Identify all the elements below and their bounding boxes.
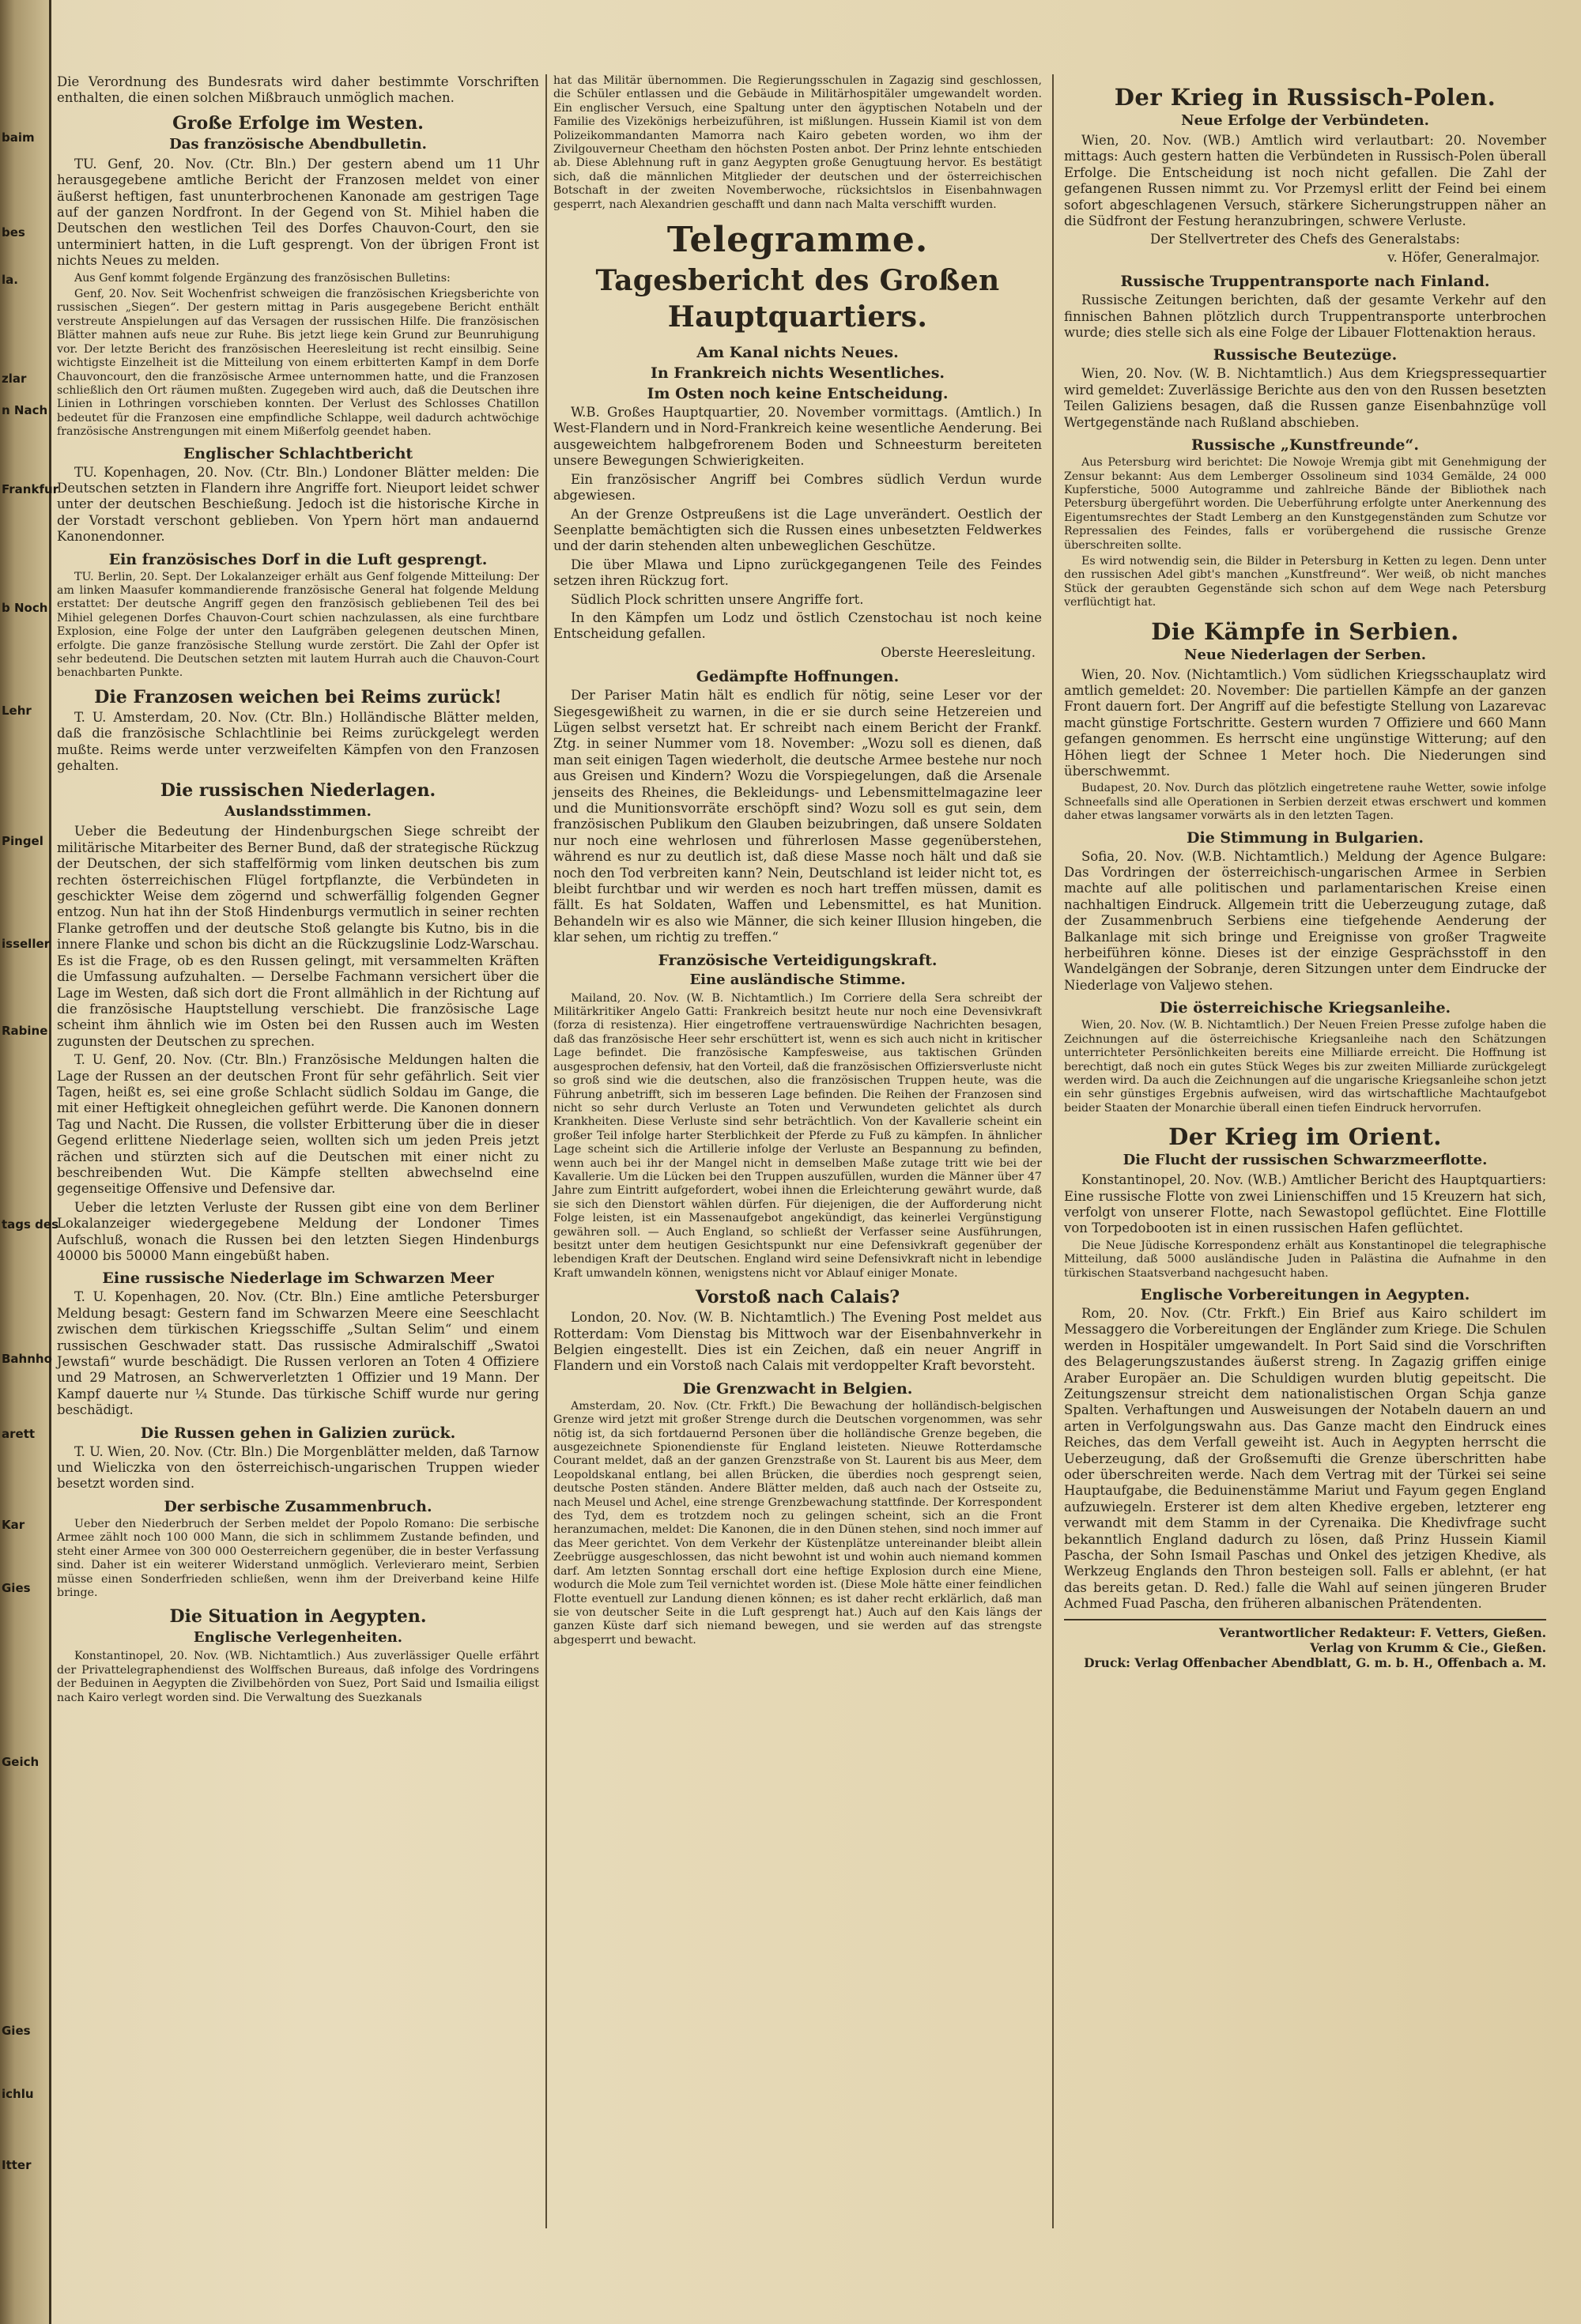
column-1	[57, 74, 539, 2256]
headline: Vorstoß nach Calais?	[695, 1287, 900, 1308]
article-paragraph: London, 20. Nov. (W. B. Nichtamtlich.) The Evening Post meldet aus Rotterdam: Vom Dienstag bis Mittwoch war der Eisenbahnverkehr in Belgien eingestellt. Dies ist ein Zeichen, daß ein neuer Angriff in Flandern und ein Vorstoß nach Calais mit verdoppelter Kraft bevorsteht.	[553, 1310, 1042, 1374]
signature: v. Höfer, Generalmajor.	[1387, 249, 1540, 265]
edge-fragment: Lehr	[2, 704, 32, 718]
subheadline: Das französische Abendbulletin.	[169, 135, 427, 153]
column-2	[553, 74, 1042, 2256]
subheadline: Englische Verlegenheiten.	[193, 1629, 403, 1647]
article-paragraph: Amsterdam, 20. Nov. (Ctr. Frkft.) Die Bewachung der holländisch-belgischen Grenze wird jetzt mit großer Strenge durch die Deutschen vorgenommen, was sehr nötig ist, da sich fortdauernd Personen über die holländische Grenze begeben, die ausgezeichnete Spionendienste für England leisteten. Nieuwe Rotterdamsche Courant meldet, daß an der ganzen Grenzstraße von St. Laurent bis aus Meer, dem Leopoldskanal entlang, bei allen Brücken, die überdies noch gesprengt seien, deutsche Posten ständen. Andere Blätter melden, daß auch nach der Ostseite zu, nach Meusel und Achel, eine strenge Grenzbewachung stattfinde. Der Korrespondent des Tyd, dem es trotzdem noch zu gelingen scheint, sich an die Front heranzumachen, meldet: Die Kanonen, die in den Dünen stehen, sind noch immer auf das Meer gerichtet. Von dem Verkehr der Küstenplätze untereinander bleibt allein Zeebrügge ausgeschlossen, das nicht bewohnt ist und wohin auch niemand kommen darf. Am letzten Sonntag erschall dort eine heftige Explosion durch eine Miene, wodurch die Mole zum Teil vernichtet worden ist. (Diese Mole hätte einer feindlichen Flotte eventuell zur Landung dienen können; es ist daher recht erklärlich, daß man sie von deutscher Seite in die Luft gesprengt hat.) Auch auf den Kais längs der ganzen Küste darf sich niemand bewegen, und sie werden auf das strengste abgesperrt und bewacht.	[553, 1399, 1042, 1647]
column-rule	[545, 74, 547, 2228]
headline: Die russischen Niederlagen.	[160, 780, 436, 802]
article-paragraph: Wien, 20. Nov. (W. B. Nichtamtlich.) Aus dem Kriegspressequartier wird gemeldet: Zuverlässige Berichte aus den von den Russen besetzten Teilen Galiziens besagen, daß die Russen ganze Eisenbahnzüge voll Wertgegenstände nach Rußland abschieben.	[1064, 366, 1546, 430]
edge-fragment: isseller	[2, 937, 51, 951]
headline: Englischer Schlachtbericht	[183, 444, 413, 462]
subheadline: Neue Erfolge der Verbündeten.	[1181, 112, 1429, 129]
article-paragraph: Ueber die Bedeutung der Hindenburgschen Siege schreibt der militärische Mitarbeiter des Berner Bund, daß der strategische Rückzug der Deutschen, der sich staffelförmig vom linken deutschen bis zum rechten österreichischen Flügel fortpflanzte, die Verbündeten in geschickter Weise dem zögernd und schwerfällig folgenden Gegner entzog. Nun hat ihn der Stoß Hindenburgs vermutlich in seiner rechten Flanke getroffen und der deutsche Stoß gelangte bis Kutno, bis in die innere Flanke und schon bis dicht an die Rückzugslinie Lodz-Warschau. Es ist die Frage, ob es den Russen gelingt, mit versammelten Kräften die Umfassung aufzuhalten. — Derselbe Fachmann versichert über die Lage im Westen, daß sich dort die Front allmählich in der Richtung auf die französische Hauptstellung verschiebt. Die französische Lage scheint ihm ähnlich wie im Osten bei den Russen auch im Westen zugunsten der Deutschen zu sprechen.	[57, 824, 539, 1049]
edge-fragment: zlar	[2, 372, 27, 386]
headline: Die Stimmung in Bulgarien.	[1187, 828, 1424, 847]
headline: Russische Truppentransporte nach Finland.	[1120, 273, 1490, 291]
headline: Ein französisches Dorf in die Luft gesprengt.	[108, 550, 488, 568]
article-paragraph: TU. Genf, 20. Nov. (Ctr. Bln.) Der gestern abend um 11 Uhr herausgegebene amtliche Bericht der Franzosen meldet von einer äußerst heftigen, fast ununterbrochenen Kanonade am gestrigen Tage auf der ganzen Nordfront. In der Gegend von St. Mihiel haben die Deutschen den westlichen Teil des Dorfes Chauvon-Court, den sie unterminiert hatten, in die Luft gesprengt. Von der übrigen Front ist nichts Neues zu melden.	[57, 156, 539, 269]
article-paragraph: An der Grenze Ostpreußens ist die Lage unverändert. Oestlich der Seenplatte bemächtigten sich die Russen eines unbesetzten Feldwerkes und der darin stehenden alten unbeweglichen Geschütze.	[553, 506, 1042, 554]
article-paragraph: Konstantinopel, 20. Nov. (WB. Nichtamtlich.) Aus zuverlässiger Quelle erfährt der Privattelegraphendienst des Wolffschen Bureaus, daß infolge des Vordringens der Beduinen in Aegypten die Zivilbehörden von Suez, Port Said und Ismailia eiligst nach Kairo verlegt worden sind. Die Verwaltung des Suezkanals	[57, 1650, 539, 1704]
edge-fragment: Kar	[2, 1518, 25, 1532]
edge-fragment: tags des	[2, 1217, 59, 1232]
headline: Der Krieg im Orient.	[1168, 1123, 1442, 1151]
edge-fragment: la.	[2, 273, 18, 287]
edge-fragment: n Nach	[2, 403, 48, 417]
article-paragraph: Konstantinopel, 20. Nov. (W.B.) Amtlicher Bericht des Hauptquartiers: Eine russische Flotte von zwei Linienschiffen und 15 Kreuzern hat sich, verfolgt von unserer Flotte, nach Sewastopol geflüchtet. Eine Flottille von Torpedobooten ist in einen russischen Hafen geflüchtet.	[1064, 1172, 1546, 1236]
article-paragraph: TU. Kopenhagen, 20. Nov. (Ctr. Bln.) Londoner Blätter melden: Die Deutschen setzten in Flandern ihre Angriffe fort. Nieuport leidet schwer unter der deutschen Beschießung. Jedoch ist die historische Kirche in der Vorstadt verschont geblieben. Von Ypern hört man andauernd Kanonendonner.	[57, 464, 539, 545]
headline: Russische Beutezüge.	[1213, 346, 1398, 364]
column-3	[1064, 74, 1546, 2256]
headline: Die österreichische Kriegsanleihe.	[1159, 999, 1451, 1017]
headline: Die Franzosen weichen bei Reims zurück!	[94, 686, 502, 707]
edge-fragment: baim	[2, 130, 35, 145]
article-paragraph: T. U. Genf, 20. Nov. (Ctr. Bln.) Französische Meldungen halten die Lage der Russen an der deutschen Front für sehr gefährlich. Seit vier Tagen, heißt es, sei eine große Schlacht südlich Soldau im Gange, die mit einer Heftigkeit ohnegleichen geführt werde. Die Kanonen donnern Tag und Nacht. Die Russen, die vollster Erbitterung über die in dieser Gegend erlittene Niederlage seien, wollten sich um jeden Preis jetzt rächen und stürzten sich auf die Deutschen mit einer nicht zu beschreibenden Wut. Die Kämpfe stellten abwechselnd eine gegenseitige Offensive und Defensive dar.	[57, 1052, 539, 1197]
subheadline: Die Flucht der russischen Schwarzmeerflotte.	[1123, 1152, 1488, 1169]
headline: Französische Verteidigungskraft.	[658, 951, 938, 969]
signature: Der Stellvertreter des Chefs des Generalstabs:	[1150, 232, 1460, 247]
edge-fragment: arett	[2, 1427, 36, 1441]
article-paragraph: hat das Militär übernommen. Die Regierungsschulen in Zagazig sind geschlossen, die Schüler entlassen und die Gebäude in Militärhospitäler umgewandelt worden. Ein englischer Versuch, eine Spaltung unter den ägyptischen Notabeln und der Familie des Vizekönigs herbeizuführen, ist mißlungen. Hussein Kiamil ist von dem Polizeikommandanten Mamorra nach Kairo gebeten worden, wo ihm der Zivilgouverneur Cheetham den höchsten Posten anbot. Der Prinz lehnte entschieden ab. Diese Ablehnung ruft in ganz Aegypten große Genugtuung hervor. Es bestätigt sich, daß die männlichen Mitglieder der deutschen und der österreichischen Botschaft in der zweiten Novemberwoche, rücksichtslos in Eisenbahnwagen gesperrt, nach Alexandrien geschafft und dann nach Malta verschifft wurden.	[553, 74, 1042, 211]
imprint-publisher: Verlag von Krumm & Cie., Gießen.	[1310, 1639, 1546, 1655]
main-headline: Tagesbericht des Großen Hauptquartiers.	[595, 264, 1000, 334]
headline: Große Erfolge im Westen.	[172, 112, 424, 134]
article-paragraph: Mailand, 20. Nov. (W. B. Nichtamtlich.) Im Corriere della Sera schreibt der Militärkritiker Angelo Gatti: Frankreich besitzt heute nur noch eine Devensivkraft (forza di resistenza). Hier eingetroffene vertrauenswürdige Nachrichten besagen, daß das französische Heer sehr erschüttert ist, wenn es sich auch nicht in kritischer Lage befindet. Die französische Kampfesweise, aus taktischen Gründen ausgesprochen defensiv, hat den Vorteil, daß die französischen Offiziersverluste nicht so groß sind wie die deutschen, also die französischen Truppen heute, was die Führung anbetrifft, sich im besseren Lage befinden. Die Reihen der Franzosen sind nicht so sehr durch Verluste an Toten und Verwundeten gelichtet als durch Krankheiten. Diese Verluste sind sehr beträchtlich. Von der Kavallerie scheint ein großer Teil infolge harter Sterblichkeit der Pferde zu Fuß zu kämpfen. In ähnlicher Lage scheint sich die Artillerie infolge der Verluste an Bespannung zu befinden, wenn auch bei ihr der Mangel nicht in demselben Maße zutage tritt wie bei der Kavallerie. Um die Lücken bei den Truppen auszufüllen, wurden die Männer über 47 Jahre zum Eintritt aufgefordert, wobei ihnen die Erleichterung gewährt wurde, daß sie sich den Dienstort wählen dürfen. Für diejenigen, die der Aufforderung nicht Folge leisten, ist ein Massenaufgebot angekündigt, das keinerlei Vergünstigung gewähren soll. — Auch England, so schließt der Verfasser seine Ausführungen, besitzt unter dem heutigen Gesichtspunkt nur eine Defensivkraft gegenüber der lebendigen Kraft der Deutschen. England wird seine Defensivkraft nicht in lebendige Kraft umwandeln können, wenigstens nicht vor Ablauf einiger Monate.	[553, 991, 1042, 1280]
headline: Englische Vorbereitungen in Aegypten.	[1140, 1285, 1470, 1303]
edge-fragment: Gies	[2, 1581, 31, 1595]
article-paragraph: TU. Berlin, 20. Sept. Der Lokalanzeiger erhält aus Genf folgende Mitteilung: Der am linken Maasufer kommandierende französische General hat folgende Meldung erstattet: Der deutsche Angriff gegen den französisch gebliebenen Teil des bei Mihiel gelegenen Dorfes Chauvon-Court schien nachzulassen, als eine furchtbare Explosion, eine Folge der unter den Laufgräben gelegenen deutschen Minen, erfolgte. Die ganze französische Stellung wurde zerstört. Die Zahl der Opfer ist sehr bedeutend. Die Deutschen setzten mit lautem Hurrah auch die Chauvon-Court benachbarten Punkte.	[57, 570, 539, 680]
article-paragraph: Budapest, 20. Nov. Durch das plötzlich eingetretene rauhe Wetter, sowie infolge Schneefalls sind alle Operationen in Serbien derzeit etwas erschwert und kommen daher etwas langsamer vorwärts als in den letzten Tagen.	[1064, 782, 1546, 823]
article-paragraph: Sofia, 20. Nov. (W.B. Nichtamtlich.) Meldung der Agence Bulgare: Das Vordringen der österreichisch-ungarischen Armee in Serbien machte auf alle politischen und parlamentarischen Kreise einen nachhaltigen Eindruck. Allgemein tritt die Ueberzeugung zutage, daß der Zusammenbruch Serbiens eine tiefgehende Aenderung der Balkanlage mit sich bringe und Ereignisse von großer Tragweite herbeiführen könne. Dieses ist der einzige Gesprächsstoff in den Wandelgängen der Sobranje, deren Sitzungen unter dem Eindrucke der Niederlage von Valjewo stehen.	[1064, 848, 1546, 993]
edge-fragment: Geich	[2, 1755, 40, 1769]
article-paragraph: Wien, 20. Nov. (W. B. Nichtamtlich.) Der Neuen Freien Presse zufolge haben die Zeichnungen auf die österreichische Kriegsanleihe nach den Schätzungen unterrichteter Persönlichkeiten bereits eine Milliarde erreicht. Die Hoffnung ist berechtigt, daß noch ein gutes Stück Weges bis zur zweiten Milliarde zurückgelegt werden wird. Da auch die Zeichnungen auf die ungarische Kriegsanleihe schon jetzt ein sehr günstiges Ergebnis aufweisen, wird das wirtschaftliche Machtaufgebot beider Staaten der Monarchie überall einen tiefen Eindruck hervorrufen.	[1064, 1019, 1546, 1115]
article-paragraph: Rom, 20. Nov. (Ctr. Frkft.) Ein Brief aus Kairo schildert im Messaggero die Vorbereitungen der Engländer zum Kriege. Die Schulen werden in Hospitäler umgewandelt. In Port Said sind die Vorschriften des Belagerungszustandes äußerst streng. In Zagazig griffen einige Araber Europäer an. Die Schuldigen wurden blutig gepeitscht. Die Zeitungszensur streicht dem nationalistischen Organ Schja ganze Spalten. Verhaftungen und Ausweisungen der Notabeln dauern an und arten in Verfolgungswahn aus. Das Ganze macht den Eindruck eines Reiches, das dem Verfall geweiht ist. Auch in Aegypten herrscht die Ueberzeugung, daß der Großsemufti die Grenze überschritten habe oder überschreiten werde. Nach dem Vertrag mit der Türkei sei seine Hauptaufgabe, die Beduinenstämme Mariut und Fayum gegen England aufzuwiegeln. Ersterer ist dem alten Khedive ergeben, letzterer eng verwandt mit dem Stamm in der Cyrenaika. Die Khedivfrage sucht bekanntlich England dadurch zu lösen, daß Prinz Hussein Kiamil Pascha, der Sohn Ismail Paschas und Onkel des jetzigen Khedive, als Werkzeug Englands den Thron besteigen soll. Falls er ablehnt, (er hat das bereits getan. D. Red.) falle die Wahl auf seinen jüngeren Bruder Achmed Fuad Pascha, den früheren albanischen Prätendenten.	[1064, 1305, 1546, 1612]
headline: Die Situation in Aegypten.	[169, 1606, 427, 1628]
article-paragraph: T. U. Wien, 20. Nov. (Ctr. Bln.) Die Morgenblätter melden, daß Tarnow und Wieliczka von den österreichisch-ungarischen Truppen wieder besetzt worden sind.	[57, 1443, 539, 1492]
imprint	[1064, 1619, 1546, 1670]
edge-fragment: Rabine	[2, 1024, 48, 1038]
article-paragraph: Ueber die letzten Verluste der Russen gibt eine von dem Berliner Lokalanzeiger wiedergegebene Meldung der Londoner Times Aufschluß, wonach die Russen bei den letzten Siegen Hindenburgs 40000 bis 50000 Mann eingebüßt haben.	[57, 1199, 539, 1263]
edge-fragment: Bahnho	[2, 1352, 52, 1366]
headline: Die Russen gehen in Galizien zurück.	[140, 1424, 456, 1442]
headline: Russische „Kunstfreunde“.	[1191, 436, 1419, 455]
article-paragraph: Ueber den Niederbruch der Serben meldet der Popolo Romano: Die serbische Armee zählt noch 100 000 Mann, die sich in schlimmem Zustande befinden, und steht einer Armee von 300 000 Oesterreichern gegenüber, die in bester Verfassung sind. Daher ist ein weiterer Widerstand unmöglich. Verlevieraro meint, Serbien müsse einen Sonderfrieden schließen, wenn ihm der Dreiverband keine Hilfe bringe.	[57, 1517, 539, 1599]
headline: Die Kämpfe in Serbien.	[1151, 617, 1459, 645]
edge-fragment: b Noch	[2, 601, 48, 615]
imprint-printer: Druck: Verlag Offenbacher Abendblatt, G. m. b. H., Offenbach a. M.	[1084, 1654, 1546, 1670]
article-paragraph: Die Verordnung des Bundesrats wird daher bestimmte Vorschriften enthalten, die einen solchen Mißbrauch unmöglich machen.	[57, 74, 539, 106]
subheadline: In Frankreich nichts Wesentliches.	[650, 364, 945, 383]
article-paragraph: Die Neue Jüdische Korrespondenz erhält aus Konstantinopel die telegraphische Mitteilung, daß 5000 ausländische Juden in Palästina die Aufnahme in den türkischen Staatsverband nachgesucht haben.	[1064, 1239, 1546, 1280]
article-paragraph: T. U. Kopenhagen, 20. Nov. (Ctr. Bln.) Eine amtliche Petersburger Meldung besagt: Gestern fand im Schwarzen Meere eine Seeschlacht zwischen dem türkischen Kriegsschiffe „Sultan Selim“ und einem russischen Geschwader statt. Das russische Admiralschiff „Swatoi Jewstafi“ wurde beschädigt. Die Russen verloren an Toten 4 Offiziere und 29 Matrosen, an Schwerverletzten 1 Offizier und 19 Mann. Der Kampf dauerte nur ¼ Stunde. Das türkische Schiff wurde nur gering beschädigt.	[57, 1289, 539, 1418]
signature: Oberste Heeresleitung.	[881, 644, 1036, 660]
article-paragraph: Aus Petersburg wird berichtet: Die Nowoje Wremja gibt mit Genehmigung der Zensur bekannt: Aus dem Lemberger Ossolineum sind 1034 Gemälde, 24 000 Kupferstiche, 5000 Autogramme und zahlreiche Bände der Bibliothek nach Petersburg übergeführt worden. Die Ueberführung erfolgte unter Anerkennung des Eigentumsrechtes der Stadt Lemberg an den Kunstgegenständen zum Schutze vor Repressalien des Feindes, falls er vorübergehend die russische Grenze überschreiten sollte.	[1064, 456, 1546, 552]
article-paragraph: Genf, 20. Nov. Seit Wochenfrist schweigen die französischen Kriegsberichte von russischen „Siegen“. Der gestern mittag in Paris ausgegebene Bericht enthält verstreute Anspielungen auf das Versagen der russischen Hilfe. Die französischen Blätter mahnen aufs neue zur Ruhe. Bis jetzt liege kein Grund zur Beunruhigung vor. Der letzte Bericht des französischen Heeresleitung ist recht einsilbig. Seine wichtigste Einzelheit ist die Mitteilung von einem erbitterten Kampf in dem Dorfe Chauvoncourt, den die französische Armee unternommen hatte, und die Franzosen schließlich den Ort räumen mußten. Zugegeben wird auch, daß die Deutschen ihre Linien in Lothringen vorschieben konnten. Der Verlust des Schlosses Chatillon bedeutet für die Franzosen eine empfindliche Schlappe, weil dadurch achtwöchige französische Anstrengungen mit einem Mißerfolg geendet haben.	[57, 288, 539, 439]
edge-fragment: Itter	[2, 2158, 32, 2172]
edge-fragment: ichlu	[2, 2087, 34, 2101]
subheadline: Neue Niederlagen der Serben.	[1184, 646, 1426, 663]
article-paragraph: Ein französischer Angriff bei Combres südlich Verdun wurde abgewiesen.	[553, 471, 1042, 504]
subheadline: Im Osten noch keine Entscheidung.	[647, 385, 949, 403]
section-title: Telegramme.	[666, 220, 929, 261]
headline: Der Krieg in Russisch-Polen.	[1114, 84, 1496, 111]
headline: Gedämpfte Hoffnungen.	[696, 668, 900, 686]
headline: Eine russische Niederlage im Schwarzen Meer	[102, 1270, 494, 1288]
column-rule	[1052, 74, 1054, 2228]
article-paragraph: Wien, 20. Nov. (WB.) Amtlich wird verlautbart: 20. November mittags: Auch gestern hatten die Verbündeten in Russisch-Polen überall Erfolge. Die Entscheidung ist noch nicht gefallen. Die Zahl der gefangenen Russen nimmt zu. Vor Przemysl erlitt der Feind bei einem sofort abgeschlagenen Versuch, stärkere Sicherungstruppen näher an die Südfront der Festung heranzubringen, schwere Verluste.	[1064, 133, 1546, 229]
adjacent-page-edge	[0, 0, 59, 2324]
headline: Der serbische Zusammenbruch.	[164, 1497, 432, 1515]
article-paragraph: Die über Mlawa und Lipno zurückgegangenen Teile des Feindes setzen ihren Rückzug fort.	[553, 556, 1042, 589]
edge-fragment: Pingel	[2, 834, 43, 848]
subheadline: Auslandsstimmen.	[225, 803, 372, 821]
article-paragraph: W.B. Großes Hauptquartier, 20. November vormittags. (Amtlich.) In West-Flandern und in Nord-Frankreich keine wesentliche Aenderung. Bei ausgeweichtem halbgefrorenem Boden und Schneesturm bereiteten unsere Bewegungen Schwierigkeiten.	[553, 405, 1042, 469]
article-paragraph: T. U. Amsterdam, 20. Nov. (Ctr. Bln.) Holländische Blätter melden, daß die französische Schlachtlinie bei Reims zurückgelegt werden mußte. Reims werde unter verzweifelten Kämpfen von den Franzosen gehalten.	[57, 709, 539, 774]
subheadline: Am Kanal nichts Neues.	[696, 344, 899, 362]
edge-fragment: Gies	[2, 2024, 31, 2038]
edge-fragment: bes	[2, 225, 25, 240]
article-paragraph: Wien, 20. Nov. (Nichtamtlich.) Vom südlichen Kriegsschauplatz wird amtlich gemeldet: 20. November: Die partiellen Kämpfe an der ganzen Front dauern fort. Der Angriff auf die befestigte Stellung von Lazarevac macht günstige Fortschritte. Gestern wurden 7 Offiziere und 660 Mann gefangen genommen. Es herrscht eine ungünstige Witterung; auf den Höhen liegt der Schnee 1 Meter hoch. Die Niederungen sind überschwemmt.	[1064, 666, 1546, 779]
subheadline: Eine ausländische Stimme.	[689, 971, 906, 988]
article-paragraph: Russische Zeitungen berichten, daß der gesamte Verkehr auf den finnischen Bahnen plötzlich durch Truppentransporte unterbrochen wurde; dies stelle sich als eine Folge der Libauer Flottenaktion heraus.	[1064, 292, 1546, 341]
article-paragraph: Aus Genf kommt folgende Ergänzung des französischen Bulletins:	[74, 271, 451, 285]
article-paragraph: Der Pariser Matin hält es endlich für nötig, seine Leser vor der Siegesgewißheit zu warnen, in die er sie durch seine Hetzereien und Lügen selbst versetzt hat. Er schreibt nach einem Bericht der Frankf. Ztg. in seiner Nummer vom 18. November: „Wozu soll es dienen, daß man seit einigen Tagen wiederholt, die deutsche Armee bestehe nur noch aus Greisen und Kindern? Wozu die Vorspiegelungen, daß die Arsenale jenseits des Rheines, die Bekleidungs- und Lebensmittelmagazine leer und die Munitionsvorräte erschöpft sind? Wozu soll es gut sein, dem französischen Publikum den Glauben beizubringen, daß unsere Soldaten nur noch eine wehrlosen und führerlosen Masse gegenüberstehen, während es nur zu deutlich ist, daß diese Masse noch hält und daß sie noch den Tod verbreiten kann? Nein, Deutschland ist leider nicht tot, es bleibt furchtbar und wir werden es noch hart treffen müssen, damit es fällt. Es hat Soldaten, Waffen und Lebensmittel, es hat Munition. Behandeln wir es also wie Männer, die sich keiner Illusion hingeben, die klar sehen, um richtig zu treffen.“	[553, 688, 1042, 945]
imprint-editor: Verantwortlicher Redakteur: F. Vetters, Gießen.	[1219, 1624, 1546, 1640]
article-paragraph: Südlich Plock schritten unsere Angriffe fort.	[571, 591, 864, 607]
article-paragraph: Es wird notwendig sein, die Bilder in Petersburg in Ketten zu legen. Denn unter den russischen Adel gibt's manchen „Kunstfreund“. Wer weiß, ob nicht manches Stück der geraubten Gegenstände sich schon auf dem Wege nach Petersburg verflüchtigt hat.	[1064, 554, 1546, 609]
article-paragraph: In den Kämpfen um Lodz und östlich Czenstochau ist noch keine Entscheidung gefallen.	[553, 609, 1042, 642]
headline: Die Grenzwacht in Belgien.	[682, 1379, 913, 1398]
edge-fragment: Frankfur	[2, 482, 59, 496]
